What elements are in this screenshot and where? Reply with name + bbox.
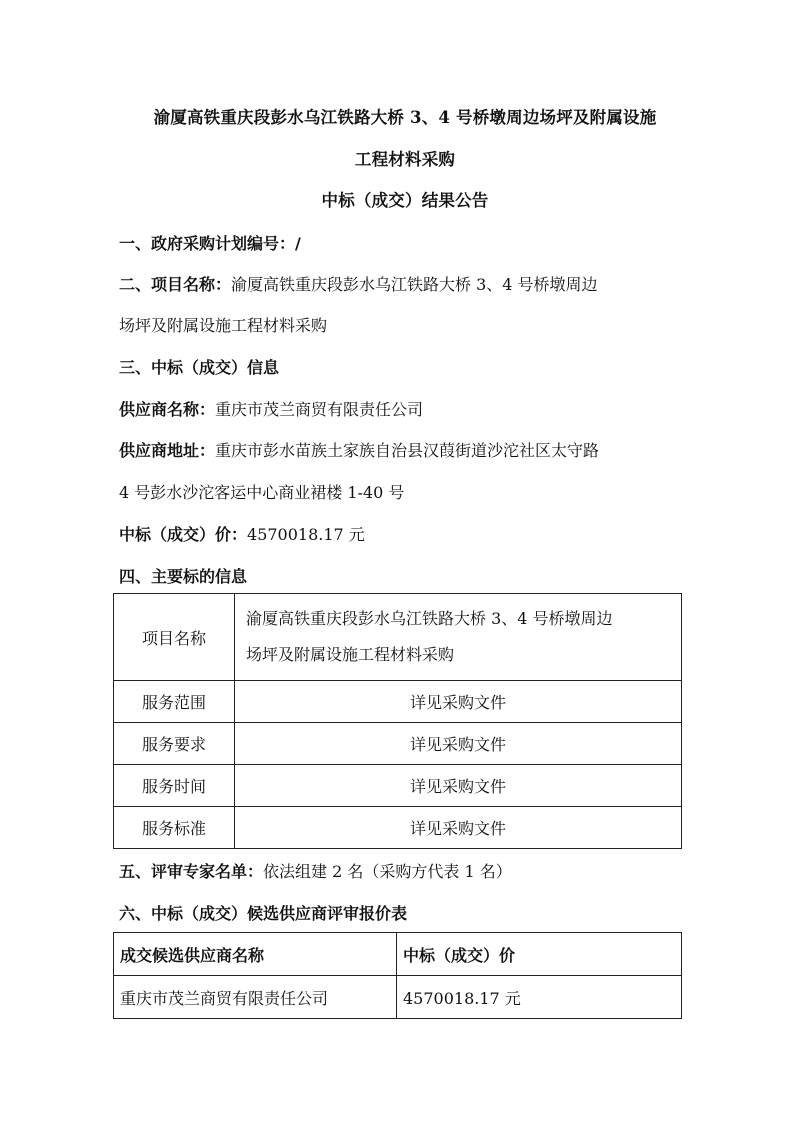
subject-info-table	[113, 593, 682, 849]
table-row	[114, 681, 682, 723]
title-line-3: 中标（成交）结果公告	[321, 191, 489, 210]
project-name-label: 二、项目名称：	[119, 275, 232, 294]
award-price-line	[119, 525, 365, 545]
expert-list-value: 依法组建 2 名（采购方代表 1 名）	[263, 862, 512, 881]
supplier-name-label: 供应商名称：	[119, 400, 216, 419]
table-row	[114, 723, 682, 765]
row-label: 服务标准	[114, 807, 235, 849]
quote-table-heading: 六、中标（成交）候选供应商评审报价表	[119, 904, 408, 923]
table-header-row	[114, 933, 682, 976]
row-value: 详见采购文件	[235, 723, 682, 765]
supplier-address-label: 供应商地址：	[119, 441, 216, 460]
award-price-value: 4570018.17 元	[247, 525, 365, 544]
quote-table	[113, 932, 682, 1019]
award-info-heading: 三、中标（成交）信息	[119, 358, 280, 377]
row-value-line-2: 场坪及附属设施工程材料采购	[246, 645, 455, 664]
supplier-address-value-2: 4 号彭水沙沱客运中心商业裙楼 1-40 号	[119, 483, 405, 502]
row-value-line-1: 渝厦高铁重庆段彭水乌江铁路大桥 3、4 号桥墩周边	[246, 609, 613, 628]
header-supplier-name: 成交候选供应商名称	[114, 933, 397, 976]
cell-supplier-name: 重庆市茂兰商贸有限责任公司	[114, 976, 397, 1019]
plan-number-line	[119, 234, 301, 254]
expert-list-label: 五、评审专家名单：	[119, 862, 264, 881]
supplier-address-line	[119, 441, 599, 461]
row-label: 服务时间	[114, 765, 235, 807]
row-value: 详见采购文件	[235, 681, 682, 723]
project-name-value-2: 场坪及附属设施工程材料采购	[119, 316, 328, 335]
table-row	[114, 807, 682, 849]
row-value: 详见采购文件	[235, 765, 682, 807]
project-name-line	[119, 275, 598, 295]
plan-number-value: /	[295, 234, 301, 253]
subject-info-heading: 四、主要标的信息	[119, 567, 248, 586]
expert-list-line	[119, 862, 512, 882]
project-name-value-1: 渝厦高铁重庆段彭水乌江铁路大桥 3、4 号桥墩周边	[231, 275, 598, 294]
table-row	[114, 594, 682, 681]
table-row	[114, 976, 682, 1019]
plan-number-label: 一、政府采购计划编号：	[119, 234, 296, 253]
cell-price: 4570018.17 元	[397, 976, 682, 1019]
supplier-address-value-1: 重庆市彭水苗族土家族自治县汉葭街道沙沱社区太守路	[215, 441, 600, 460]
award-price-label: 中标（成交）价：	[119, 525, 248, 544]
supplier-name-line	[119, 400, 423, 420]
row-label: 服务范围	[114, 681, 235, 723]
row-label: 服务要求	[114, 723, 235, 765]
supplier-name-value: 重庆市茂兰商贸有限责任公司	[215, 400, 424, 419]
table-row	[114, 765, 682, 807]
header-price: 中标（成交）价	[397, 933, 682, 976]
row-value	[235, 594, 682, 681]
title-line-2: 工程材料采购	[354, 150, 456, 169]
row-value: 详见采购文件	[235, 807, 682, 849]
title-line-1: 渝厦高铁重庆段彭水乌江铁路大桥 3、4 号桥墩周边场坪及附属设施	[153, 108, 657, 127]
row-label: 项目名称	[114, 594, 235, 681]
